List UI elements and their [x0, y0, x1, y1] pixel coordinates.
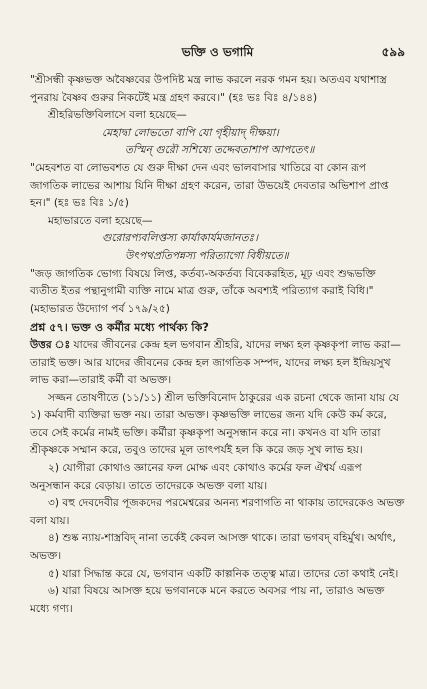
- body-paragraph: ৫) যারা সিদ্ধান্ত করে যে, ভগবান একটি কাল্পনিক তত্ত্ব মাত্র। তাদের তো কথাই নেই।: [48, 567, 399, 580]
- body-paragraph: সজ্জন তোষণীতে (১১/১১) শ্রীল ভক্তিবিনোদ ঠাকুরের এক রচনা থেকে জানা যায় যে ১) কর্মবাদী ব্যক্তিরা ভক্ত নয়। তারা অভক্ত। কৃষ্ণভক্তি লাভের জন্য যদি কেউ কর্ম করে, তবে সেই কর্মের নামই ভক্তি। কর্মীরা কৃষ্ণকৃপা অনুসন্ধান করে না। কখনও বা যদি তারা শ্রীকৃষ্ণকে সম্মান করে, তবুও তাদের মূল তাৎপর্যই হল কি করে জড় সুখ লাভ হয়।: [30, 391, 399, 457]
- page-header: [30, 44, 405, 62]
- body-paragraph: ৬) যারা বিষয়ে আসক্ত হয়ে ভগবানকে মনে করতে অবসর পায় না, তারাও অভক্ত মধ্যে গণ্য।: [30, 585, 385, 615]
- intro-line: মহাভারতে বলা হয়েছে—: [48, 214, 153, 227]
- page-body: [30, 72, 405, 618]
- body-paragraph: ৪) শুষ্ক ন্যায়-শাস্ত্রবিদ্ নানা তর্কেই কেবল আসক্ত থাকে। তারা ভগবদ্ বহির্মুখ। অর্থাৎ, অভক্ত।: [30, 532, 396, 563]
- intro-line: শ্রীহরিভক্তিবিলাসে বলা হয়েছে—: [48, 109, 187, 122]
- answer-text: যাদের জীবনের কেন্দ্র হল ভগবান শ্রীহরি, যাদের লক্ষ্য হল কৃষ্ণকৃপা লাভ করা—তারাই ভক্ত। আর যাদের জীবনের কেন্দ্র হল জাগতিক সম্পদ, যাদের লক্ষ্য হল ইন্দ্রিয়সুখ লাভ করা—তারাই কর্মী বা অভক্ত।: [30, 338, 401, 387]
- quote-paragraph: "শ্রীসন্ধী কৃষ্ণভক্ত অবৈষ্ণবের উপদিষ্ট মন্ত্র লাভ করলে নরক গমন হয়। অতএব যথাশাস্ত্র পুনরায় বৈষ্ণব গুরুর নিকটেই মন্ত্র গ্রহণ করবে।" (হঃ ভঃ বিঃ ৪/১৪৪): [30, 74, 387, 104]
- answer-label: উত্তর ঃ: [30, 338, 71, 351]
- body-paragraph: ৩) বহু দেবদেবীর পূজকদের পরমেশ্বরের অনন্য শরণাগতি না থাকায় তাদেরকেও অভক্ত বলা যায়।: [30, 497, 405, 527]
- translation-paragraph: "জড় জাগতিক ভোগ্য বিষয়ে লিপ্ত, কর্তব্য-অকর্তব্য বিবেকরহিত, মূঢ় এবং শুদ্ধভক্তি ব্যতীত ইতর পন্থানুগামী ব্যক্তি নামে মাত্র গুরু, তাঁকে অবশ্যই পরিত্যাগ করাই বিধি।" (মহাভারত উদ্যোগ পর্ব ১৭৯/২৫): [30, 267, 376, 315]
- sanskrit-verse-line: মেহাদ্বা লোভতো বাপি যো গৃহীয়াদ্ দীক্ষয়া।: [102, 126, 279, 139]
- sanskrit-verse-line: তস্মিন্ গুরৌ সশিষ্যে তদ্দেবতাশাপ আপতেৎ॥: [125, 144, 315, 157]
- sanskrit-verse-line: উৎপথপ্রতিপন্নস্য পরিত্যাগো বিধীয়তে॥: [125, 249, 289, 262]
- translation-paragraph: "মেহবশত বা লোভবশত যে গুরু দীক্ষা দেন এবং ভালবাসার খাতিরে বা কোন রূপ জাগতিক লাভের আশায় যিনি দীক্ষা গ্রহণ করেন, তারা উভয়েই দেবতার অভিশাপ প্রাপ্ত হন।" (হঃ ভঃ বিঃ ১/৫): [30, 161, 389, 210]
- answer-paragraph: [30, 337, 405, 390]
- question-heading: প্রশ্ন ৫৭। ভক্ত ও কর্মীর মধ্যে পার্থক্য কি?: [30, 321, 209, 335]
- page-number: ৫৯৯: [381, 45, 405, 59]
- running-title: ভক্তি ও ভগামি: [181, 45, 254, 59]
- body-paragraph: ২) যোগীরা কোথাও জ্ঞানের ফল মোক্ষ এবং কোথাও কর্মের ফল ঐশ্বর্য এরূপ অনুসন্ধান করে বেড়ায়। তাতে তাদেরকে অভক্ত বলা যায়।: [30, 462, 362, 492]
- sanskrit-verse-line: গুরোরপ্যবলিপ্তস্য কার্যাকার্যমজানতঃ।: [102, 232, 258, 245]
